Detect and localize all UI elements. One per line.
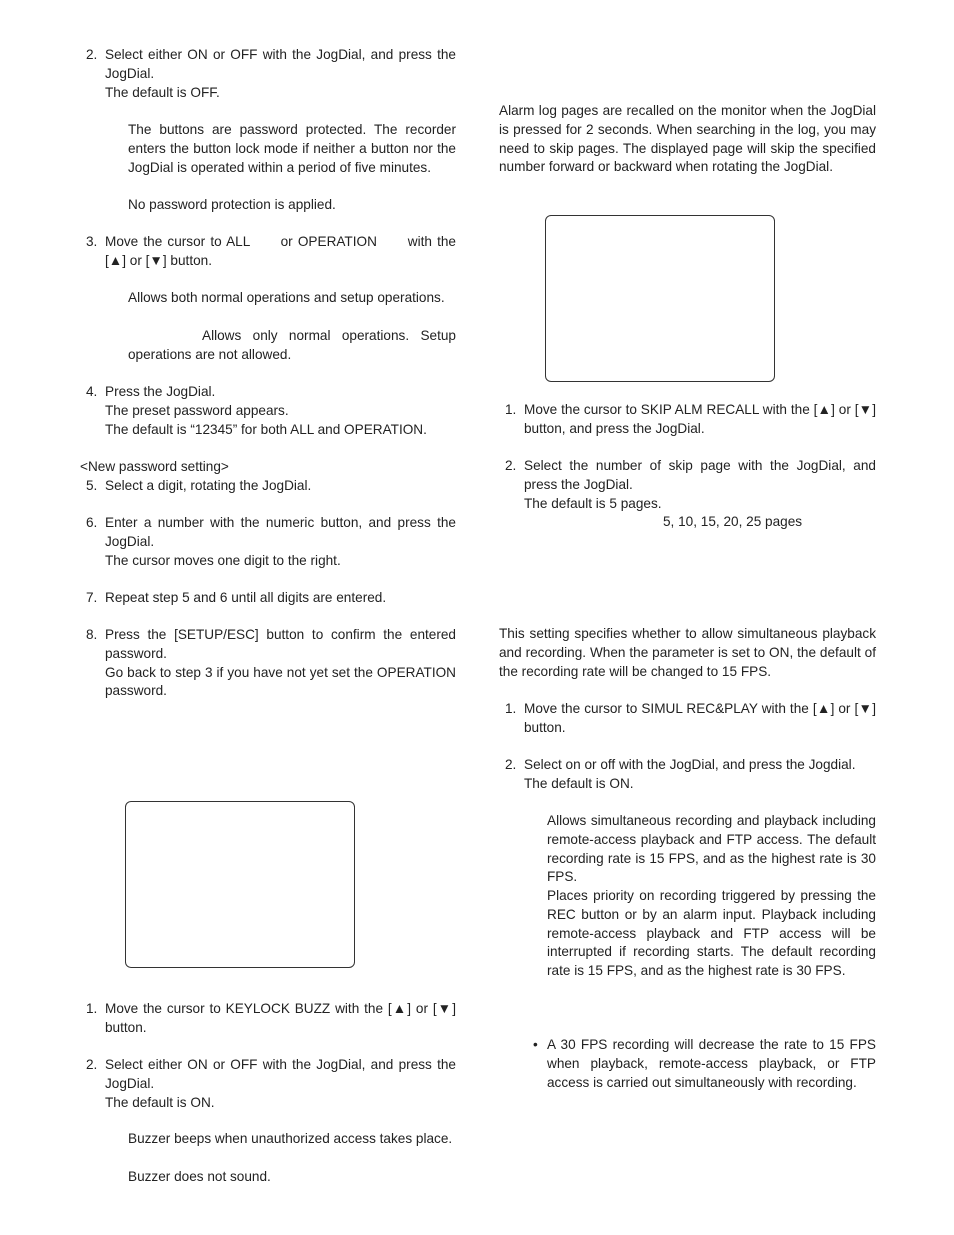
operation-description: Allows only normal operations. Setup operations are not allowed. (128, 328, 456, 362)
keylock-screen-frame (125, 801, 355, 968)
buzzer-on-description: Buzzer beeps when unauthorized access takes place. (128, 1131, 453, 1146)
step-3-cursor: 3. Move the cursor to ALL or OPERATION with the [▲] or [▼] button. (86, 234, 460, 268)
skip-alarm-step-1: 1. Move the cursor to SKIP ALM RECALL with the [▲] or [▼] button, and press the JogDial. (505, 402, 876, 436)
keylock-step-2: 2. Select either ON or OFF with the JogDial, and press the JogDial. The default is ON. (86, 1057, 456, 1110)
keylock-step-1: 1. Move the cursor to KEYLOCK BUZZ with the [▲] or [▼] button. (86, 1001, 456, 1035)
skip-page-options: 5, 10, 15, 20, 25 pages (663, 514, 803, 530)
step-6-enter: 6. Enter a number with the numeric button, and press the JogDial. The cursor moves one digit to the right. (86, 515, 456, 568)
simul-step-1: 1. Move the cursor to SIMUL REC&PLAY with the [▲] or [▼] button. (505, 701, 876, 735)
step-5-digit: 5. Select a digit, rotating the JogDial. (86, 478, 312, 493)
new-password-heading: <New password setting> (80, 459, 229, 474)
skip-alarm-step-2: 2. Select the number of skip page with the JogDial, and press the JogDial. The default is 5 pages. 5, 10, 15, 20, 25 pages (499, 457, 876, 532)
buzzer-off-description: Buzzer does not sound. (128, 1169, 271, 1184)
alarm-recall-intro: Alarm log pages are recalled on the monitor when the JogDial is pressed for 2 seconds. When searching in the log, you may need to skip pages. The displayed page will skip the specified number forward or backward when rotating the JogDial. (499, 103, 876, 175)
simul-step-2: 2. Select on or off with the JogDial, and press the Jogdial. The default is ON. (505, 757, 856, 791)
step-7-repeat: 7. Repeat step 5 and 6 until all digits are entered. (86, 590, 387, 605)
step-4-press: 4. Press the JogDial. The preset password appears. The default is “12345” for both ALL and OPERATION. (86, 384, 427, 437)
all-description: Allows both normal operations and setup operations. (128, 290, 445, 305)
fps-bullet-note: • A 30 FPS recording will decrease the rate to 15 FPS when playback, remote-access playback, or FTP access is carried out simultaneously with recording. (533, 1037, 876, 1090)
simul-off-description: Places priority on recording triggered by pressing the REC button or by an alarm input. Playback including remote-access playback and FTP access will be interrupted if recording starts. The default recording rate is 15 FPS, and as the highest rate is 30 FPS. (547, 888, 876, 979)
on-description: The buttons are password protected. The recorder enters the button lock mode if neither a button nor the JogDial is operated within a period of five minutes. (128, 122, 456, 175)
bullet-icon: • (533, 1037, 538, 1052)
step-8-confirm: 8. Press the [SETUP/ESC] button to confirm the entered password. Go back to step 3 if you have not yet set the OPERATION password. (86, 627, 456, 699)
simul-rec-play-intro: This setting specifies whether to allow simultaneous playback and recording. When the parameter is set to ON, the default of the recording rate will be changed to 15 FPS. (499, 626, 876, 679)
alarm-recall-screen-frame (545, 215, 775, 382)
simul-on-description: Allows simultaneous recording and playback including remote-access playback and FTP access. The default recording rate is 15 FPS, and as the highest rate is 30 FPS. (547, 813, 876, 885)
step-2-password: 2. Select either ON or OFF with the JogDial, and press the JogDial. The default is OFF. (86, 47, 456, 100)
off-description: No password protection is applied. (128, 197, 336, 212)
